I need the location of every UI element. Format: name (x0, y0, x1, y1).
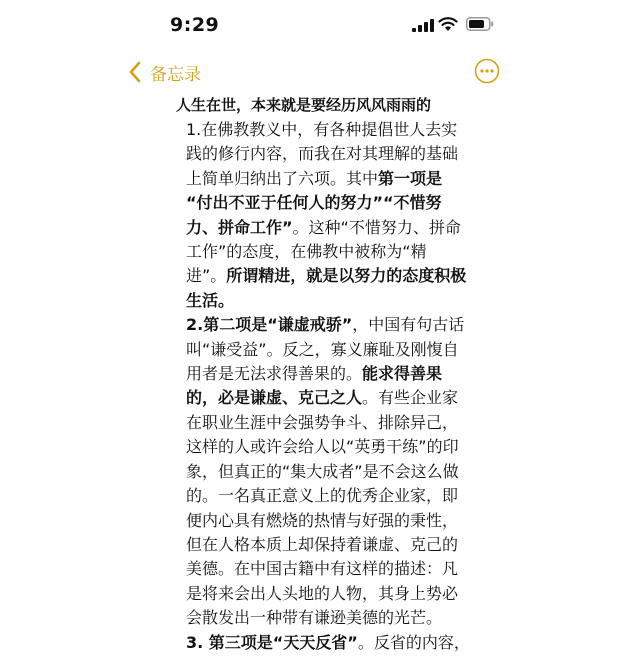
note-text: 。反省的内容， (357, 632, 470, 652)
note-line (186, 631, 478, 655)
note-line (186, 289, 478, 313)
note-line (186, 216, 478, 240)
note-text: 象，但真正的“集大成者”是不会这么做 (186, 461, 459, 481)
note-line (186, 240, 478, 264)
note-line (186, 118, 478, 142)
note-body[interactable] (168, 94, 478, 662)
note-bold-text: 3. 第三项是“天天反省” (186, 632, 358, 652)
note-text: 美德。在中国古籍中有这样的描述：凡 (186, 559, 459, 579)
note-bold-text: 的，必是谦虚、克己之人 (186, 388, 363, 408)
note-line (186, 313, 478, 337)
note-text: 但在人格本质上却保持着谦虚、克己的 (186, 534, 459, 554)
note-bold-text: “付出不亚于任何人的努力”“不惜努 (186, 193, 442, 213)
note-text: 叫“谦受益”。反之，寡义廉耻及刚愎自 (186, 339, 459, 359)
status-bar (0, 0, 640, 52)
note-text: 进”。 (186, 266, 227, 286)
status-time: 9:29 (170, 14, 220, 36)
note-text: 便内心具有燃烧的热情与好强的秉性， (186, 510, 459, 530)
note-text: 的。一名真正意义上的优秀企业家，即 (186, 486, 459, 506)
note-line (186, 362, 478, 386)
note-line (186, 386, 478, 410)
note-text: 。这种“不惜努力、拼命 (292, 217, 461, 237)
note-line (186, 167, 478, 191)
note-text: 工作”的态度，在佛教中被称为“精 (186, 242, 427, 262)
note-line (186, 411, 478, 435)
note-title: 人生在世，本来就是要经历风风雨雨的 (176, 96, 432, 114)
note-line (186, 460, 478, 484)
note-text: 。有些企业家 (362, 388, 459, 408)
note-text: 1.在佛教教义中，有各种提倡世人去实 (186, 120, 458, 139)
note-text: 在职业生涯中会强势争斗、排除异己， (186, 412, 459, 432)
signal-icon (412, 18, 434, 32)
note-line (186, 142, 478, 166)
note-line (186, 264, 478, 288)
note-line (186, 435, 478, 459)
note-bold-text: 2.第二项是“谦虚戒骄” (186, 315, 353, 335)
nav-bar (0, 52, 640, 90)
back-label: 备忘录 (150, 64, 201, 85)
note-bold-text: 所谓精进，就是以努力的态度积极 (226, 266, 467, 286)
note-line (186, 557, 478, 581)
note-text: 践的修行内容，而我在对其理解的基础 (186, 144, 459, 164)
chevron-left-icon (128, 61, 142, 83)
note-bold-text: 生活。 (186, 290, 235, 310)
note-text: 会散发出一种带有谦逊美德的光芒。 (186, 608, 443, 628)
back-button[interactable] (128, 58, 201, 86)
note-line (186, 338, 478, 362)
note-lines (168, 118, 478, 655)
note-text: 这样的人或许会给人以“英勇干练”的印 (186, 437, 459, 457)
note-bold-text: 第一项是 (378, 168, 443, 188)
note-text: 用者是无法求得善果的。 (186, 364, 363, 384)
battery-icon (466, 17, 494, 31)
note-text: 上简单归纳出了六项。其中 (186, 168, 379, 188)
note-line (186, 191, 478, 215)
note-line (186, 509, 478, 533)
note-line (186, 606, 478, 630)
note-line (186, 582, 478, 606)
note-line (186, 484, 478, 508)
note-line (186, 533, 478, 557)
wifi-icon (438, 16, 458, 32)
note-bold-text: 能求得善果 (362, 364, 443, 384)
note-text: ，中国有句古话 (352, 315, 465, 335)
note-bold-text: 力、拼命工作” (186, 217, 293, 237)
note-text: 是将来会出人头地的人物，其身上势必 (186, 583, 459, 603)
more-icon[interactable] (474, 58, 500, 84)
